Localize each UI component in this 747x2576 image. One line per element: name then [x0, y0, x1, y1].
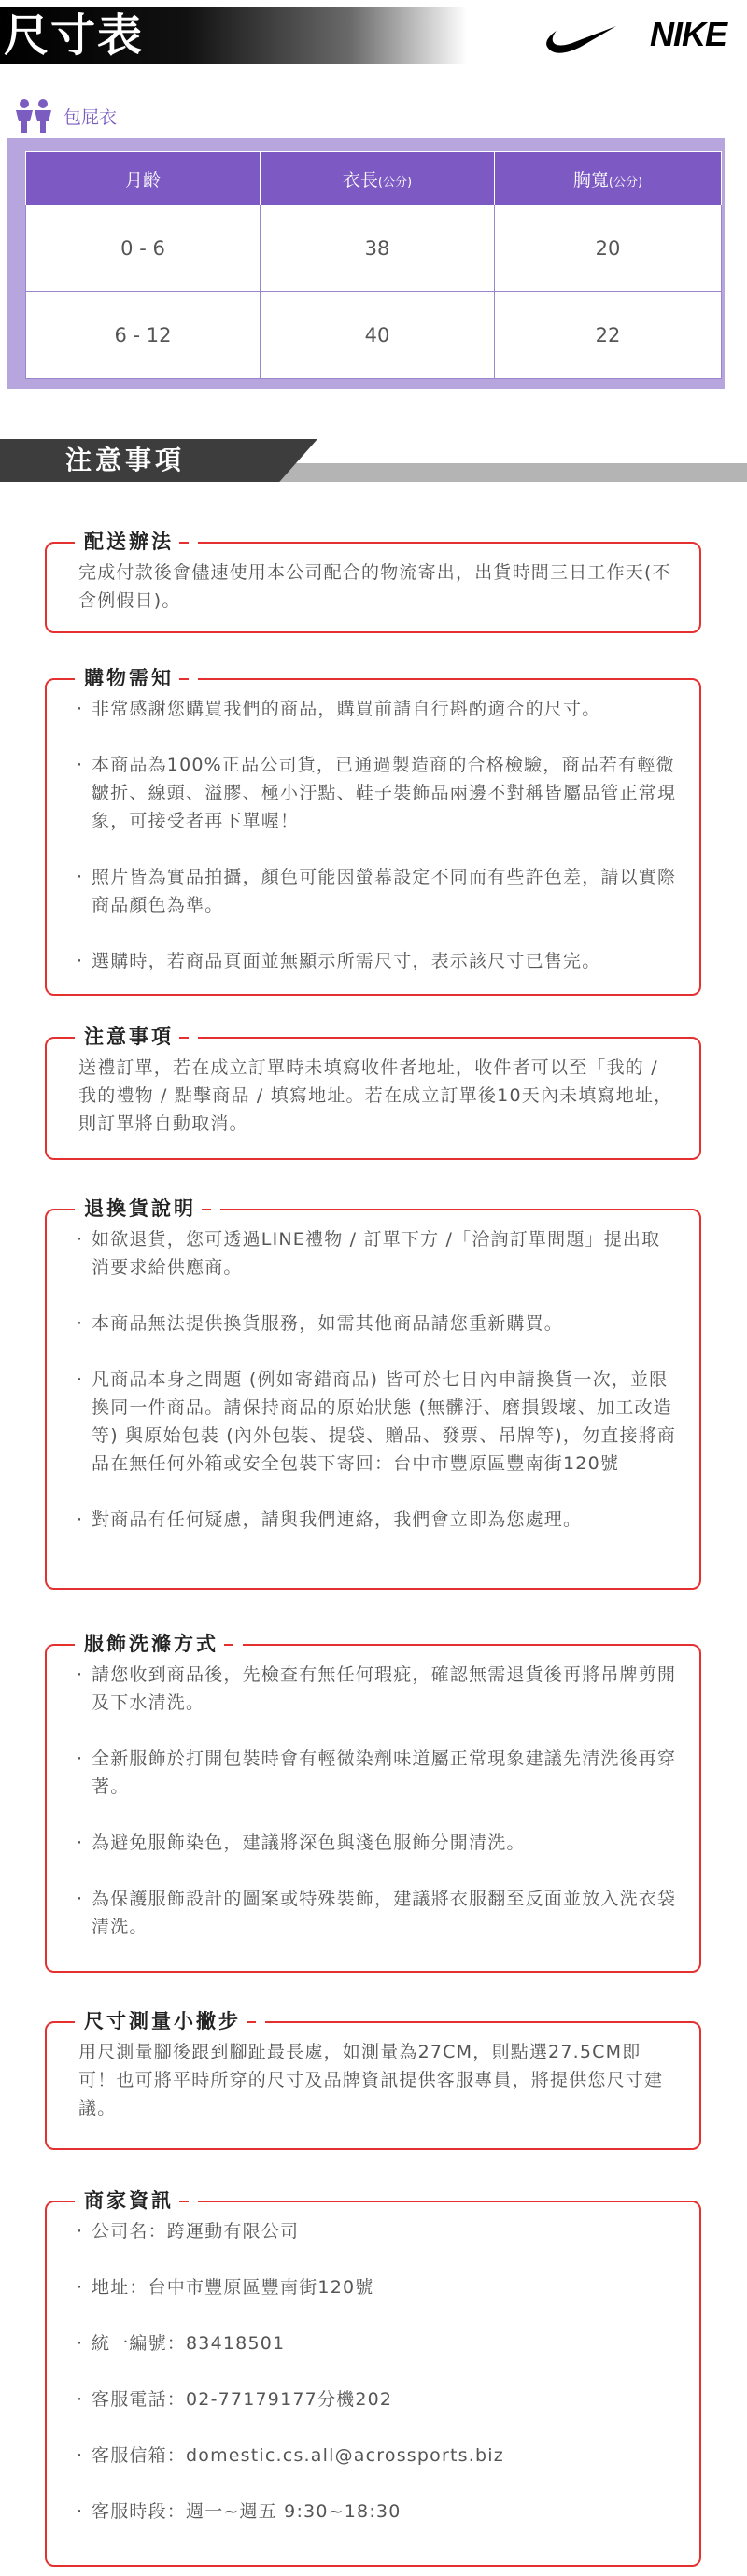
list-item: · 全新服飾於打開包裝時會有輕微染劑味道屬正常現象建議先清洗後再穿著。	[78, 1745, 677, 1801]
list-item: · 請您收到商品後，先檢查有無任何瑕疵，確認無需退貨後再將吊牌剪開及下水清洗。	[78, 1661, 677, 1717]
header-length: 衣長(公分)	[261, 152, 495, 205]
merchant-company: · 公司名：跨運動有限公司	[78, 2217, 677, 2245]
list-item: · 選購時，若商品頁面並無顯示所需尺寸，表示該尺寸已售完。	[78, 947, 677, 975]
purchase-section	[45, 667, 701, 996]
shipping-section	[45, 531, 701, 633]
list-item: · 照片皆為實品拍攝，顏色可能因螢幕設定不同而有些許色差，請以實際商品顏色為準。	[78, 863, 677, 919]
table-row	[26, 292, 722, 379]
category	[13, 97, 117, 134]
section-title: 注意事項	[75, 1024, 198, 1050]
size-table	[25, 151, 722, 379]
table-cell: 6 - 12	[26, 292, 261, 379]
merchant-address: · 地址：台中市豐原區豐南街120號	[78, 2273, 677, 2301]
table-cell: 38	[261, 205, 495, 292]
list-item: · 為保護服飾設計的圖案或特殊裝飾，建議將衣服翻至反面並放入洗衣袋清洗。	[78, 1885, 677, 1941]
merchant-email: · 客服信箱：domestic.cs.all@acrossports.biz	[78, 2442, 677, 2470]
page-title: 尺寸表	[4, 9, 145, 62]
children-icon	[13, 97, 56, 134]
size-table-frame	[7, 138, 725, 389]
section-title: 退換貨說明	[75, 1196, 220, 1222]
measure-section	[45, 2010, 701, 2150]
header-age: 月齡	[26, 152, 261, 205]
list-item: · 為避免服飾染色，建議將深色與淺色服飾分開清洗。	[78, 1829, 677, 1857]
merchant-hours: · 客服時段：週一~週五 9:30~18:30	[78, 2498, 677, 2526]
washing-section	[45, 1633, 701, 1973]
banner-divider	[261, 463, 747, 482]
size-table-header-row	[26, 152, 722, 205]
merchant-tax-id: · 統一編號：83418501	[78, 2329, 677, 2357]
section-title: 尺寸測量小撇步	[75, 2008, 265, 2034]
section-title: 服飾洗滌方式	[75, 1631, 243, 1657]
list-item: · 非常感謝您購買我們的商品，購買前請自行斟酌適合的尺寸。	[78, 695, 677, 723]
header	[0, 0, 747, 77]
section-text: 完成付款後會儘速使用本公司配合的物流寄出，出貨時間三日工作天(不含例假日)。	[78, 562, 671, 611]
list-item: · 凡商品本身之問題 (例如寄錯商品) 皆可於七日內申請換貨一次，並限換同一件商品。請保持商品的原始狀態 (無髒汙、磨損毀壞、加工改造等) 與原始包裝 (內外包裝、提袋、贈品、發票、吊牌等)，勿直接將商品在無任何外箱或安全包裝下寄回：台中市豐原區豐南街120號	[78, 1366, 677, 1478]
list-item: · 對商品有任何疑慮，請與我們連絡，我們會立即為您處理。	[78, 1506, 677, 1534]
list-item: · 如欲退貨，您可透過LINE禮物 / 訂單下方 /「洽詢訂單問題」提出取消要求給供應商。	[78, 1225, 677, 1281]
table-row	[26, 205, 722, 292]
returns-section	[45, 1197, 701, 1590]
table-cell: 0 - 6	[26, 205, 261, 292]
section-title: 商家資訊	[75, 2187, 198, 2214]
table-cell: 22	[495, 292, 722, 379]
header-chest: 胸寬(公分)	[495, 152, 722, 205]
notice-section	[45, 1026, 701, 1160]
table-cell: 20	[495, 205, 722, 292]
merchant-section	[45, 2189, 701, 2567]
table-cell: 40	[261, 292, 495, 379]
banner-title: 注意事項	[65, 445, 186, 475]
notice-banner	[0, 439, 747, 488]
list-item: · 本商品為100%正品公司貨，已通過製造商的合格檢驗，商品若有輕微皺折、線頭、溢膠、極小汙點、鞋子裝飾品兩邊不對稱皆屬品管正常現象，可接受者再下單喔！	[78, 751, 677, 835]
merchant-phone: · 客服電話：02-77179177分機202	[78, 2385, 677, 2413]
section-text: 送禮訂單，若在成立訂單時未填寫收件者地址，收件者可以至「我的 / 我的禮物 / 點擊商品 / 填寫地址。若在成立訂單後10天內未填寫地址，則訂單將自動取消。	[78, 1057, 673, 1134]
section-title: 配送辦法	[75, 529, 198, 555]
list-item: · 本商品無法提供換貨服務，如需其他商品請您重新購買。	[78, 1309, 677, 1338]
section-title: 購物需知	[75, 665, 198, 691]
category-label: 包屁衣	[63, 106, 118, 128]
brand-logo-text: NIKE	[649, 15, 726, 53]
section-text: 用尺測量腳後跟到腳趾最長處，如測量為27CM，則點選27.5CM即可！也可將平時所穿的尺寸及品牌資訊提供客服專員，將提供您尺寸建議。	[78, 2042, 664, 2118]
